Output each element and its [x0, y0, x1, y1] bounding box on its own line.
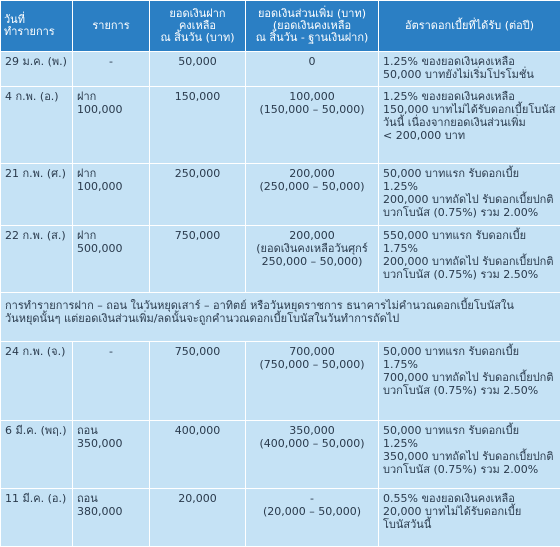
cell-rate: 1.25% ของยอดเงินคงเหลือ 50,000 บาทยังไม่เริ่มโปรโมชั่น — [379, 52, 560, 86]
cell-balance: 750,000 — [150, 226, 245, 292]
cell-balance: 150,000 — [150, 87, 245, 163]
cell-date: 24 ก.พ. (จ.) — [1, 342, 72, 420]
header-rate: อัตราดอกเบี้ยที่ได้รับ (ต่อปี) — [379, 1, 560, 51]
cell-transaction: ฝาก 500,000 — [73, 226, 149, 292]
header-date: วันที่ ทำรายการ — [1, 1, 72, 51]
cell-transaction: - — [73, 342, 149, 420]
header-balance: ยอดเงินฝาก คงเหลือ ณ สิ้นวัน (บาท) — [150, 1, 245, 51]
cell-balance: 250,000 — [150, 164, 245, 225]
table-row — [1, 164, 560, 225]
cell-balance: 400,000 — [150, 421, 245, 488]
cell-date: 21 ก.พ. (ศ.) — [1, 164, 72, 225]
cell-rate: 50,000 บาทแรก รับดอกเบี้ย 1.75% 700,000 บาทถัดไป รับดอกเบี้ยปกติ บวกโบนัส (0.75%) รวม 2.50% — [379, 342, 560, 420]
table-row — [1, 87, 560, 163]
header-row — [1, 1, 560, 51]
cell-date: 22 ก.พ. (ส.) — [1, 226, 72, 292]
cell-date: 6 มี.ค. (พฤ.) — [1, 421, 72, 488]
header-transaction: รายการ — [73, 1, 149, 51]
cell-balance: 750,000 — [150, 342, 245, 420]
cell-balance: 50,000 — [150, 52, 245, 86]
cell-rate: 550,000 บาทแรก รับดอกเบี้ย 1.75% 200,000 บาทถัดไป รับดอกเบี้ยปกติ บวกโบนัส (0.75%) รวม 2.50% — [379, 226, 560, 292]
cell-transaction: ถอน 350,000 — [73, 421, 149, 488]
cell-date: 4 ก.พ. (อ.) — [1, 87, 72, 163]
weekend-note: การทำรายการฝาก – ถอน ในวันหยุดเสาร์ – อาทิตย์ หรือวันหยุดราชการ ธนาคารไม่คำนวณดอกเบี้ยโบนัสใน วันหยุดนั้นๆ แต่ยอดเงินส่วนเพิ่ม/ลดนั้นจะถูกคำนวณดอกเบี้ยโบนัสในวันทำการถัดไป — [1, 293, 560, 341]
cell-increment: 100,000 (150,000 – 50,000) — [246, 87, 378, 163]
cell-transaction: ฝาก 100,000 — [73, 164, 149, 225]
cell-rate: 50,000 บาทแรก รับดอกเบี้ย 1.25% 200,000 บาทถัดไป รับดอกเบี้ยปกติ บวกโบนัส (0.75%) รวม 2.00% — [379, 164, 560, 225]
cell-rate: 50,000 บาทแรก รับดอกเบี้ย 1.25% 350,000 บาทถัดไป รับดอกเบี้ยปกติ บวกโบนัส (0.75%) รวม 2.00% — [379, 421, 560, 488]
table-row — [1, 52, 560, 86]
cell-date: 29 ม.ค. (พ.) — [1, 52, 72, 86]
table-row — [1, 489, 560, 546]
cell-transaction: - — [73, 52, 149, 86]
cell-increment: 700,000 (750,000 – 50,000) — [246, 342, 378, 420]
cell-increment: 0 — [246, 52, 378, 86]
note-row — [1, 293, 560, 341]
table-row — [1, 342, 560, 420]
cell-increment: 200,000 (250,000 – 50,000) — [246, 164, 378, 225]
rows-group-b — [1, 342, 560, 546]
cell-rate: 1.25% ของยอดเงินคงเหลือ 150,000 บาทไม่ได้รับดอกเบี้ยโบนัส วันนี้ เนื่องจากยอดเงินส่วนเพิ่ม < 200,000 บาท — [379, 87, 560, 163]
table-row — [1, 226, 560, 292]
cell-rate: 0.55% ของยอดเงินคงเหลือ 20,000 บาทไม่ได้รับดอกเบี้ย โบนัสวันนี้ — [379, 489, 560, 546]
cell-transaction: ฝาก 100,000 — [73, 87, 149, 163]
rows-group-a — [1, 52, 560, 292]
note-group — [1, 293, 560, 341]
cell-increment: 350,000 (400,000 – 50,000) — [246, 421, 378, 488]
cell-transaction: ถอน 380,000 — [73, 489, 149, 546]
table-row — [1, 421, 560, 488]
header-increment: ยอดเงินส่วนเพิ่ม (บาท) (ยอดเงินคงเหลือ ณ สิ้นวัน - ฐานเงินฝาก) — [246, 1, 378, 51]
cell-increment: 200,000 (ยอดเงินคงเหลือวันศุกร์ 250,000 – 50,000) — [246, 226, 378, 292]
cell-date: 11 มี.ค. (อ.) — [1, 489, 72, 546]
cell-balance: 20,000 — [150, 489, 245, 546]
cell-increment: - (20,000 – 50,000) — [246, 489, 378, 546]
